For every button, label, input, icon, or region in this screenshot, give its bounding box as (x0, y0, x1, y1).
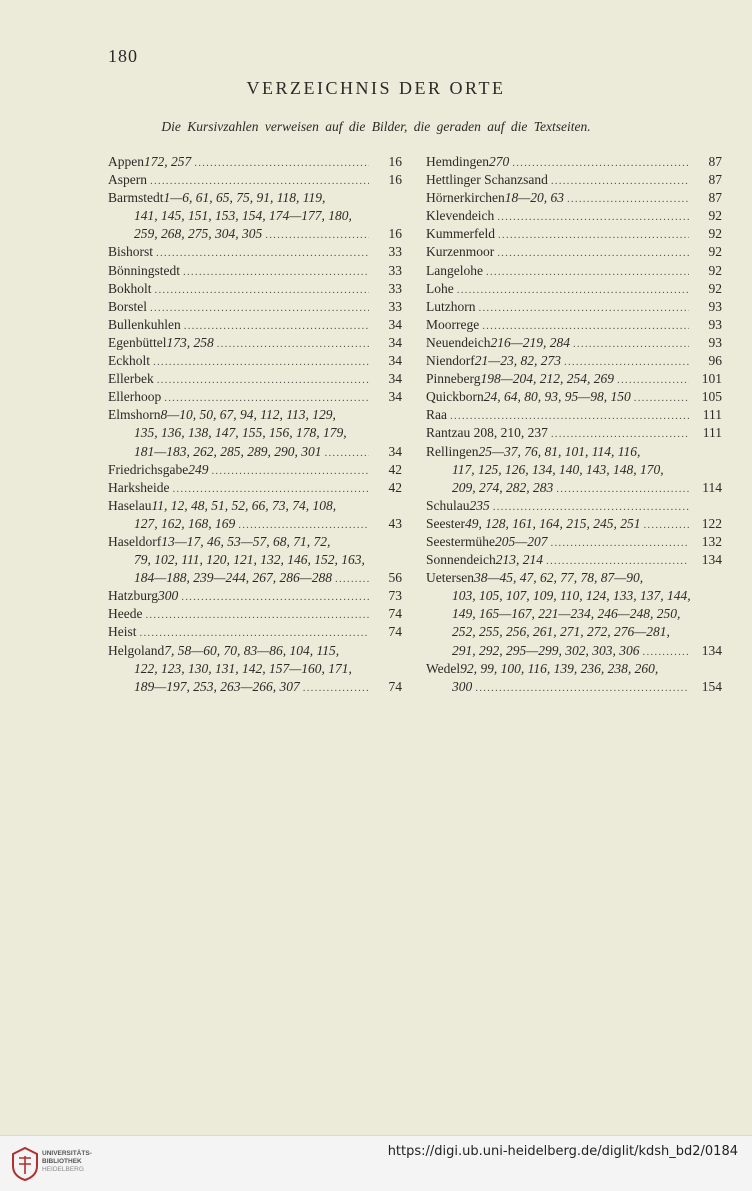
index-entry-line (426, 352, 722, 370)
place-name: Quickborn (426, 389, 484, 405)
index-entry-line (426, 479, 722, 497)
dot-leader (643, 516, 689, 534)
dot-leader (493, 498, 689, 516)
index-entry-line (426, 497, 722, 515)
page-reference: 92 (708, 226, 722, 242)
place-name: Sonnendeich (426, 552, 496, 568)
place-name: Bokholt (108, 280, 152, 296)
index-entry-line (426, 262, 722, 280)
index-entry-line (426, 515, 722, 533)
page-reference: 154 (701, 678, 722, 694)
index-entry-line (108, 515, 402, 533)
page-reference: 56 (388, 570, 402, 586)
page-reference: 16 (388, 154, 402, 169)
figure-references: 235 (469, 497, 490, 513)
dot-leader (153, 353, 369, 371)
dot-leader (238, 516, 369, 534)
index-entry-line (426, 388, 722, 406)
page-reference: 134 (701, 642, 722, 658)
place-name: Bullenkuhlen (108, 316, 181, 332)
page-reference: 87 (708, 190, 722, 206)
page-reference: 96 (708, 353, 722, 369)
dot-leader (335, 570, 369, 588)
index-entry-line (108, 207, 402, 225)
place-name: Seester (426, 515, 465, 531)
dot-leader (450, 407, 689, 425)
figure-references: 13—17, 46, 53—57, 68, 71, 72, (161, 533, 331, 549)
place-name: Lohe (426, 280, 454, 296)
index-entry-line (108, 171, 402, 189)
figure-references: 149, 165—167, 221—234, 246—248, 250, (452, 606, 681, 622)
page-reference: 101 (701, 371, 722, 387)
index-entry-line (426, 424, 722, 442)
page-reference: 132 (701, 533, 722, 549)
dot-leader (482, 317, 689, 335)
index-entry-line (426, 225, 722, 243)
page-reference: 33 (388, 262, 402, 278)
index-entry-line (426, 660, 722, 678)
page-reference: 93 (708, 298, 722, 314)
index-entry-line (426, 189, 722, 207)
page-reference: 92 (708, 262, 722, 278)
index-entry-line (426, 243, 722, 261)
page-reference: 122 (701, 515, 722, 531)
place-name: Helgoland (108, 642, 165, 658)
page-reference: 42 (388, 461, 402, 477)
page-reference: 134 (701, 552, 722, 568)
page-subtitle: Die Kursivzahlen verweisen auf die Bilder, die geraden auf die Textseiten. (161, 119, 591, 134)
page-reference: 93 (708, 316, 722, 332)
index-entry-line (108, 642, 402, 660)
index-entry-line (426, 569, 722, 587)
place-name: Heede (108, 606, 143, 622)
page-reference: 87 (708, 154, 722, 169)
dot-leader (155, 281, 369, 299)
page-reference: 33 (388, 298, 402, 314)
page-reference: 33 (388, 280, 402, 296)
dot-leader (183, 263, 369, 281)
dot-leader (164, 389, 369, 407)
index-entry-line (108, 443, 402, 461)
figure-references: 291, 292, 295—299, 302, 303, 306 (452, 642, 640, 658)
page-reference: 34 (388, 443, 402, 459)
figure-references: 189—197, 253, 263—266, 307 (134, 678, 300, 694)
index-entry-line (426, 334, 722, 352)
dot-leader (497, 244, 689, 262)
figure-references: 141, 145, 151, 153, 154, 174—177, 180, (134, 208, 352, 224)
figure-references: 25—37, 76, 81, 101, 114, 116, (478, 443, 641, 459)
page-reference: 34 (388, 371, 402, 387)
index-entry-line (426, 678, 722, 696)
index-entry-line (108, 262, 402, 280)
page-reference: 74 (388, 624, 402, 640)
place-name: Hörnerkirchen (426, 190, 505, 206)
place-name: Haseldorf (108, 533, 162, 549)
place-name: Hettlinger Schanzsand (426, 172, 548, 188)
dot-leader (156, 244, 369, 262)
figure-references: 198—204, 212, 254, 269 (480, 371, 615, 387)
dot-leader (145, 606, 369, 624)
index-entry-line (108, 660, 402, 678)
place-name: Heist (108, 624, 137, 640)
place-name: Appen (108, 154, 144, 169)
place-name: Klevendeich (426, 208, 495, 224)
place-name: Pinneberg (426, 371, 481, 387)
dot-leader (643, 643, 689, 661)
figure-references: 7, 58—60, 70, 83—86, 104, 115, (164, 642, 340, 658)
place-name: Schulau (426, 497, 470, 513)
index-entry-line (426, 551, 722, 569)
place-name: Seestermühe (426, 533, 495, 549)
place-name: Wedel (426, 660, 461, 676)
page-reference: 92 (708, 280, 722, 296)
index-entry-line (426, 153, 722, 171)
figure-references: 21—23, 82, 273 (474, 353, 561, 369)
dot-leader (172, 480, 369, 498)
dot-leader (546, 552, 689, 570)
place-name: Borstel (108, 298, 147, 314)
place-name: Ellerhoop (108, 389, 162, 405)
source-url-link[interactable]: https://digi.ub.uni-heidelberg.de/diglit/kdsh_bd2/0184 (387, 1144, 738, 1159)
dot-leader (564, 353, 689, 371)
figure-references: 18—20, 63 (504, 190, 564, 206)
figure-references: 184—188, 239—244, 267, 286—288 (134, 570, 333, 586)
university-seal-icon (10, 1146, 40, 1182)
page-reference: 105 (701, 389, 722, 405)
index-entry-line (426, 298, 722, 316)
dot-leader (486, 263, 689, 281)
figure-references: 92, 99, 100, 116, 139, 236, 238, 260, (460, 660, 659, 676)
index-entry-line (108, 153, 402, 171)
figure-references: 216—219, 284 (490, 334, 570, 350)
place-name: Neuendeich (426, 334, 491, 350)
figure-references: 300 (452, 678, 473, 694)
figure-references: 249 (188, 461, 209, 477)
place-name: Raa (426, 407, 447, 423)
index-entry-line (426, 171, 722, 189)
page-reference: 74 (388, 678, 402, 694)
page-reference: 111 (702, 407, 722, 423)
figure-references: 213, 214 (495, 552, 543, 568)
index-entry-line (108, 605, 402, 623)
dot-leader (573, 335, 689, 353)
index-entry-line (426, 642, 722, 660)
index-entry-line (426, 370, 722, 388)
dot-leader (498, 226, 689, 244)
index-entry-line (108, 497, 402, 515)
index-entry-line (426, 461, 722, 479)
dot-leader (475, 679, 689, 697)
index-entry-line (426, 443, 722, 461)
figure-references: 11, 12, 48, 51, 52, 66, 73, 74, 108, (151, 497, 337, 513)
index-entry-line (426, 207, 722, 225)
page-reference: 114 (702, 479, 722, 495)
index-entry-line (108, 352, 402, 370)
index-entry-line (108, 189, 402, 207)
dot-leader (551, 534, 690, 552)
index-entry-line (108, 424, 402, 442)
figure-references: 38—45, 47, 62, 77, 78, 87—90, (473, 570, 644, 586)
page-reference: 34 (388, 389, 402, 405)
figure-references: 205—207 (494, 533, 548, 549)
page-reference: 16 (388, 226, 402, 242)
index-entry-line (108, 225, 402, 243)
place-name: Friedrichsgabe (108, 461, 189, 477)
place-name: Rellingen (426, 443, 479, 459)
dot-leader (150, 299, 369, 317)
place-name: Bönningstedt (108, 262, 181, 278)
dot-leader (617, 371, 689, 389)
page-number: 180 (108, 46, 138, 66)
dot-leader (265, 226, 369, 244)
figure-references: 117, 125, 126, 134, 140, 143, 148, 170, (452, 461, 664, 477)
figure-references: 8—10, 50, 67, 94, 112, 113, 129, (160, 407, 336, 423)
place-name: Langelohe (426, 262, 483, 278)
place-name: Ellerbek (108, 371, 154, 387)
figure-references: 252, 255, 256, 261, 271, 272, 276—281, (452, 624, 670, 640)
index-entry-line (108, 316, 402, 334)
place-name: Lutzhorn (426, 298, 476, 314)
dot-leader (211, 462, 369, 480)
page-reference: 74 (388, 606, 402, 622)
place-name: Moorrege (426, 316, 480, 332)
figure-references: 127, 162, 168, 169 (134, 515, 236, 531)
figure-references: 181—183, 262, 285, 289, 290, 301 (134, 443, 322, 459)
index-entry-line (426, 623, 722, 641)
dot-leader (551, 425, 689, 443)
dot-leader (551, 172, 689, 190)
index-entry-line (108, 334, 402, 352)
dot-leader (512, 154, 689, 172)
figure-references: 49, 128, 161, 164, 215, 245, 251 (464, 515, 641, 531)
place-name: Rantzau 208, 210, 237 (426, 425, 548, 441)
dot-leader (556, 480, 689, 498)
page-reference: 111 (702, 425, 722, 441)
library-logo-text: UNIVERSITÄTS- BIBLIOTHEK HEIDELBERG (42, 1150, 92, 1173)
figure-references: 79, 102, 111, 120, 121, 132, 146, 152, 163, (134, 552, 365, 568)
dot-leader (457, 281, 689, 299)
page-reference: 92 (708, 244, 722, 260)
dot-leader (217, 335, 369, 353)
index-entry-line (426, 316, 722, 334)
figure-references: 300 (158, 588, 179, 604)
figure-references: 1—6, 61, 65, 75, 91, 118, 119, (163, 190, 326, 206)
figure-references: 103, 105, 107, 109, 110, 124, 133, 137, 144, (452, 588, 691, 604)
index-entry-line (426, 280, 722, 298)
page-reference: 34 (388, 334, 402, 350)
dot-leader (157, 371, 369, 389)
place-name: Niendorf (426, 353, 475, 369)
page-reference: 34 (388, 316, 402, 332)
index-entry-line (108, 587, 402, 605)
page-reference: 43 (388, 515, 402, 531)
place-name: Bishorst (108, 244, 154, 260)
figure-references: 135, 136, 138, 147, 155, 156, 178, 179, (134, 425, 347, 441)
page-reference: 34 (388, 353, 402, 369)
dot-leader (567, 190, 689, 208)
index-entry-line (108, 678, 402, 696)
page-reference: 87 (708, 172, 722, 188)
place-name: Kummerfeld (426, 226, 495, 242)
page-reference: 93 (708, 334, 722, 350)
page-reference: 16 (388, 172, 402, 188)
dot-leader (325, 444, 369, 462)
index-entry-line (426, 605, 722, 623)
index-entry-line (108, 406, 402, 424)
dot-leader (479, 299, 690, 317)
place-name: Uetersen (426, 570, 474, 586)
figure-references: 173, 258 (166, 334, 214, 350)
index-entry-line (426, 587, 722, 605)
page-reference: 33 (388, 244, 402, 260)
index-entry-line (108, 479, 402, 497)
page-title: VERZEICHNIS DER ORTE (246, 78, 506, 98)
index-entry-line (108, 569, 402, 587)
figure-references: 122, 123, 130, 131, 142, 157—160, 171, (134, 660, 352, 676)
index-entry-line (108, 533, 402, 551)
place-name: Aspern (108, 172, 147, 188)
dot-leader (497, 208, 689, 226)
figure-references: 259, 268, 275, 304, 305 (134, 226, 263, 242)
dot-leader (303, 679, 369, 697)
place-name: Barmstedt (108, 190, 164, 206)
place-name: Egenbüttel (108, 334, 167, 350)
index-entry-line (426, 533, 722, 551)
index-entry-line (108, 461, 402, 479)
place-name: Haselau (108, 497, 152, 513)
place-name: Eckholt (108, 353, 150, 369)
place-name: Elmshorn (108, 407, 161, 423)
page-reference: 73 (388, 588, 402, 604)
place-name: Harksheide (108, 479, 170, 495)
index-entry-line (108, 388, 402, 406)
dot-leader (184, 317, 369, 335)
place-name: Hatzburg (108, 588, 158, 604)
figure-references: 172, 257 (144, 154, 192, 169)
dot-leader (181, 588, 369, 606)
figure-references: 270 (489, 154, 510, 169)
index-entry-line (108, 551, 402, 569)
place-name: Hemdingen (426, 154, 489, 169)
dot-leader (150, 172, 369, 190)
index-column-left (108, 153, 402, 696)
index-entry-line (108, 298, 402, 316)
index-entry-line (108, 370, 402, 388)
dot-leader (140, 624, 370, 642)
index-column-right (426, 153, 722, 696)
index-entry-line (426, 406, 722, 424)
figure-references: 24, 64, 80, 93, 95—98, 150 (483, 389, 631, 405)
dot-leader (634, 389, 689, 407)
page-reference: 42 (388, 479, 402, 495)
figure-references: 209, 274, 282, 283 (452, 479, 554, 495)
index-entry-line (108, 243, 402, 261)
place-name: Kurzenmoor (426, 244, 495, 260)
dot-leader (194, 154, 369, 172)
index-entry-line (108, 623, 402, 641)
page-reference: 92 (708, 208, 722, 224)
index-entry-line (108, 280, 402, 298)
